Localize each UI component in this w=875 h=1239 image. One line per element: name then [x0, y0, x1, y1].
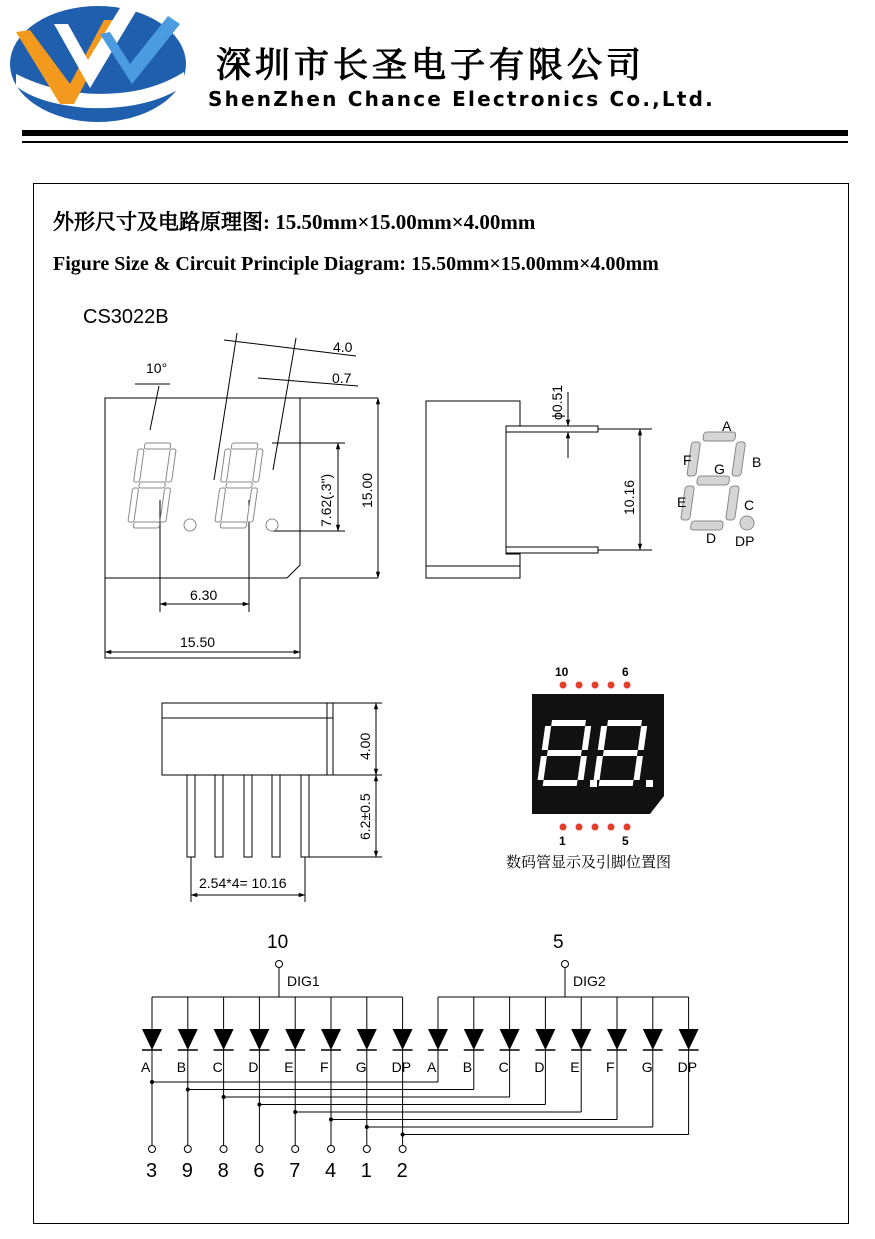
circuit-diagram: [141, 932, 699, 1182]
bottom-view: [162, 703, 382, 902]
segment-label: F: [320, 1059, 329, 1075]
junction-dot: [222, 1095, 226, 1099]
segment-label: A: [427, 1059, 437, 1075]
pin-number-b: 9: [181, 1160, 193, 1182]
preview-top-pins: [560, 682, 631, 689]
common-name-2: DIG2: [573, 973, 606, 989]
seg-label-b: B: [752, 454, 762, 470]
company-name-cn: 深圳市长圣电子有限公司: [216, 46, 646, 86]
pin-terminal: [220, 1146, 227, 1153]
segment-label: DP: [391, 1059, 412, 1075]
dim-pin-dia: ϕ0.51: [549, 384, 565, 420]
seg-label-c: C: [744, 497, 755, 513]
segment-label: D: [248, 1059, 259, 1075]
segment-label: A: [141, 1059, 151, 1075]
pin-number-g: 1: [360, 1160, 372, 1182]
pin-number-a: 3: [146, 1160, 158, 1182]
segment-label: F: [606, 1059, 615, 1075]
preview-caption: 数码管显示及引脚位置图: [506, 853, 672, 871]
segment-label: G: [355, 1059, 367, 1075]
common-pin-label-1: 10: [267, 932, 289, 953]
common-terminal-2: [562, 961, 569, 968]
led-diode: [285, 1029, 305, 1050]
front-digit-1: [127, 443, 177, 528]
preview-pin-10: 10: [555, 665, 569, 679]
side-view: [426, 392, 652, 578]
preview-dp-2: [646, 780, 653, 787]
pin-number-dp: 2: [396, 1160, 408, 1182]
segment-label: B: [176, 1059, 187, 1075]
led-diode: [464, 1029, 484, 1050]
seg-label-e: E: [677, 494, 687, 510]
title-en: Figure Size & Circuit Principle Diagram: 15.50mm×15.00mm×4.00mm: [53, 253, 659, 275]
pin-terminal: [149, 1146, 156, 1153]
segment-label: E: [284, 1059, 294, 1075]
pin-number-d: 6: [253, 1160, 265, 1182]
seg-map-b: [732, 442, 746, 476]
bottom-pin-5: [301, 775, 309, 857]
led-diode: [500, 1029, 520, 1050]
junction-dot: [257, 1103, 261, 1107]
segment-label: C: [212, 1059, 223, 1075]
dim-height: 15.00: [359, 472, 375, 508]
bottom-pin-3: [244, 775, 252, 857]
led-diode: [535, 1029, 555, 1050]
dim-body: 4.00: [357, 732, 373, 760]
junction-dot: [186, 1088, 190, 1092]
led-diode: [428, 1029, 448, 1050]
preview-pin-6: 6: [622, 665, 629, 679]
junction-dot: [401, 1133, 405, 1137]
bottom-dim-labels: [199, 733, 373, 891]
company-name-en: ShenZhen Chance Electronics Co.,Ltd.: [208, 87, 715, 111]
seg-label-d: D: [706, 530, 717, 546]
dim-seg-width: 4.0: [333, 339, 353, 355]
common-terminal-1: [276, 961, 283, 968]
junction-dot: [365, 1125, 369, 1129]
front-digit-2: [214, 443, 264, 528]
dim-pin-span: 10.16: [621, 479, 637, 515]
seg-map-c: [726, 486, 740, 520]
front-dim-labels: [146, 339, 375, 650]
segment-label: E: [570, 1059, 580, 1075]
title-cn: 外形尺寸及电路原理图: 15.50mm×15.00mm×4.00mm: [53, 210, 536, 234]
seg-label-a: A: [722, 418, 732, 434]
led-diode: [393, 1029, 413, 1050]
led-diode: [321, 1029, 341, 1050]
preview-dp-1: [590, 780, 597, 787]
side-pin-bottom: [506, 547, 598, 553]
bottom-pin-2: [215, 775, 223, 857]
led-diode: [214, 1029, 234, 1050]
pin-number-f: 4: [325, 1160, 337, 1182]
side-pin-top: [506, 426, 598, 432]
junction-dot: [150, 1080, 154, 1084]
pin-terminal: [363, 1146, 370, 1153]
seg-label-f: F: [683, 452, 692, 468]
segment-label: C: [498, 1059, 509, 1075]
segment-label: G: [641, 1059, 653, 1075]
led-diode: [643, 1029, 663, 1050]
common-pin-label-2: 5: [553, 932, 564, 953]
seg-map-g: [697, 476, 730, 485]
pin-number-e: 7: [289, 1160, 301, 1182]
preview-pin-5: 5: [622, 834, 629, 848]
pin-terminal: [184, 1146, 191, 1153]
junction-dot: [329, 1118, 333, 1122]
led-diode: [142, 1029, 162, 1050]
seg-label-dp: DP: [735, 533, 755, 549]
seg-label-g: G: [714, 461, 725, 477]
dim-width: 15.50: [180, 634, 216, 650]
dim-digit: 7.62(.3"): [318, 473, 334, 527]
model-number: CS3022B: [83, 306, 169, 328]
dim-pin-row: 2.54*4= 10.16: [199, 875, 287, 891]
seg-map-d: [690, 521, 723, 530]
display-preview: [532, 665, 664, 848]
pin-number-c: 8: [217, 1160, 229, 1182]
led-diode: [249, 1029, 269, 1050]
bottom-body: [162, 703, 333, 775]
bottom-pin-1: [187, 775, 195, 857]
pin-terminal: [256, 1146, 263, 1153]
pin-terminal: [399, 1146, 406, 1153]
preview-pin-1: 1: [559, 834, 566, 848]
led-diode: [679, 1029, 699, 1050]
segment-label: D: [534, 1059, 545, 1075]
segment-label: B: [462, 1059, 473, 1075]
led-diode: [178, 1029, 198, 1050]
dim-pin-len: 6.2±0.5: [357, 793, 373, 840]
segment-map: [677, 418, 761, 549]
junction-dot: [293, 1110, 297, 1114]
bottom-pin-4: [272, 775, 280, 857]
preview-bottom-pins: [560, 824, 631, 831]
pin-terminal: [328, 1146, 335, 1153]
front-digits: [127, 443, 278, 531]
front-dp-1: [184, 519, 196, 531]
segment-label: DP: [677, 1059, 698, 1075]
led-diode: [607, 1029, 627, 1050]
dim-seg-thick: 0.7: [332, 370, 352, 386]
seg-map-dp: [740, 516, 754, 530]
side-dim-labels: [549, 385, 637, 515]
front-dp-2: [266, 519, 278, 531]
common-name-1: DIG1: [287, 973, 320, 989]
pin-terminal: [292, 1146, 299, 1153]
led-diode: [571, 1029, 591, 1050]
dim-pitch: 6.30: [190, 587, 218, 603]
led-diode: [357, 1029, 377, 1050]
angle-label: 10°: [146, 360, 168, 376]
